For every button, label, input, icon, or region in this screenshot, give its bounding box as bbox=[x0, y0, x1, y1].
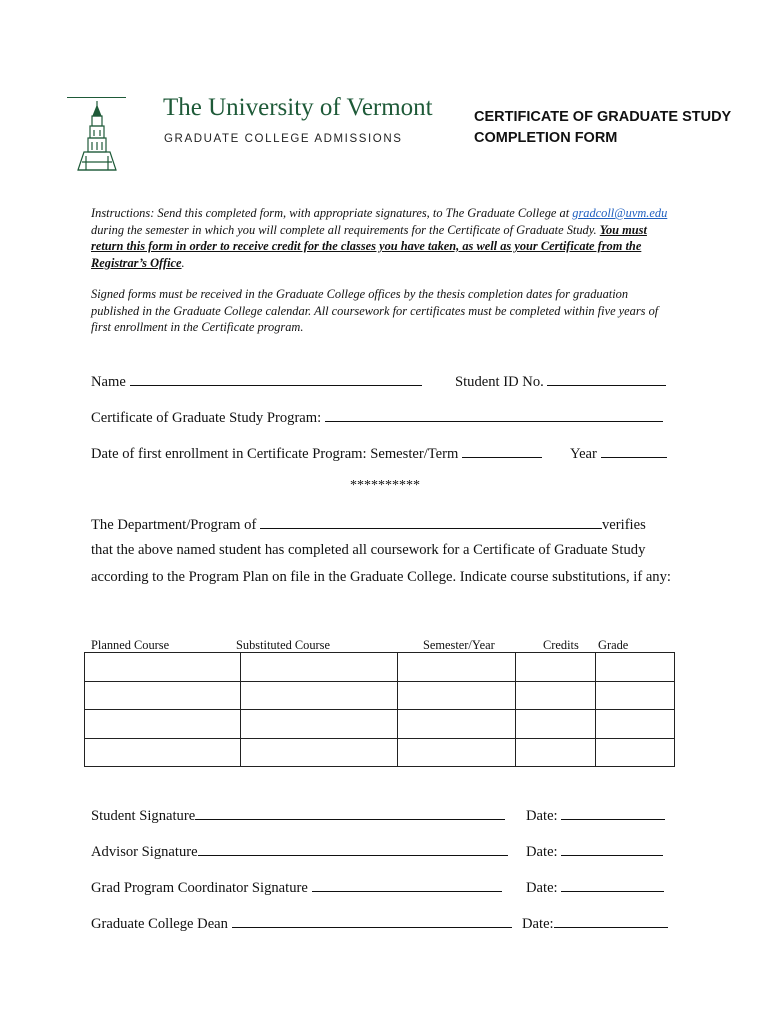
verification-body: that the above named student has completed all coursework for a Certificate of Graduate Study according to the Program Plan on file in the Graduate College. Indicate course substitutions, if any: bbox=[91, 542, 671, 585]
department-row bbox=[91, 514, 646, 534]
email-link[interactable]: gradcoll@uvm.edu bbox=[572, 206, 668, 220]
student-id-row bbox=[455, 371, 666, 391]
department-input[interactable] bbox=[260, 514, 602, 529]
header-planned-course: Planned Course bbox=[91, 638, 170, 652]
program-input[interactable] bbox=[325, 407, 663, 422]
substituted-course-cell[interactable] bbox=[241, 710, 398, 739]
grade-cell[interactable] bbox=[596, 710, 675, 739]
advisor-signature-row bbox=[91, 841, 508, 861]
semester-term-input[interactable] bbox=[462, 443, 542, 458]
advisor-date-input[interactable] bbox=[561, 841, 663, 856]
header-substituted-course: Substituted Course bbox=[236, 638, 330, 652]
department-suffix: verifies bbox=[602, 517, 646, 533]
advisor-date-label: Date: bbox=[526, 844, 558, 860]
course-table bbox=[84, 652, 675, 767]
coordinator-date-label: Date: bbox=[526, 880, 558, 896]
table-row bbox=[85, 710, 675, 739]
credits-cell[interactable] bbox=[516, 681, 596, 710]
student-signature-input[interactable] bbox=[195, 805, 505, 820]
substituted-course-cell[interactable] bbox=[241, 738, 398, 767]
deadline-note: Signed forms must be received in the Graduate College offices by the thesis completion dates for graduation published in the Graduate College calendar. All coursework for certificates must be completed within five years of first enrollment in the Certificate program. bbox=[91, 287, 659, 334]
advisor-signature-input[interactable] bbox=[198, 841, 508, 856]
header-grade: Grade bbox=[598, 638, 629, 652]
header-credits: Credits bbox=[543, 638, 579, 652]
uvm-tower-logo-icon bbox=[76, 100, 118, 172]
logo-rule bbox=[67, 97, 126, 98]
credits-cell[interactable] bbox=[516, 738, 596, 767]
dean-date-input[interactable] bbox=[554, 913, 668, 928]
header-semester-year: Semester/Year bbox=[423, 638, 495, 652]
dean-signature-label: Graduate College Dean bbox=[91, 916, 228, 932]
unit-name: GRADUATE COLLEGE ADMISSIONS bbox=[164, 133, 403, 145]
student-date-row bbox=[526, 805, 665, 825]
dean-date-label: Date: bbox=[522, 916, 554, 932]
student-date-label: Date: bbox=[526, 808, 558, 824]
enrollment-label: Date of first enrollment in Certificate Program: Semester/Term bbox=[91, 446, 459, 462]
dean-signature-row bbox=[91, 913, 512, 933]
student-signature-row bbox=[91, 805, 505, 825]
planned-course-cell[interactable] bbox=[85, 653, 241, 682]
year-input[interactable] bbox=[601, 443, 667, 458]
department-prefix: The Department/Program of bbox=[91, 517, 257, 533]
separator: ********** bbox=[350, 478, 420, 493]
name-input[interactable] bbox=[130, 371, 422, 386]
grade-cell[interactable] bbox=[596, 738, 675, 767]
instructions-middle: during the semester in which you will complete all requirements for the Certificate of Graduate Study. bbox=[91, 222, 600, 237]
semester-year-cell[interactable] bbox=[398, 681, 516, 710]
planned-course-cell[interactable] bbox=[85, 681, 241, 710]
student-id-label: Student ID No. bbox=[455, 374, 544, 390]
student-date-input[interactable] bbox=[561, 805, 665, 820]
semester-year-cell[interactable] bbox=[398, 710, 516, 739]
instructions bbox=[91, 205, 679, 271]
instructions-end: . bbox=[181, 255, 185, 270]
enrollment-row bbox=[91, 443, 542, 463]
advisor-signature-label: Advisor Signature bbox=[91, 844, 198, 860]
form-title bbox=[474, 107, 731, 149]
coordinator-signature-input[interactable] bbox=[312, 877, 502, 892]
dean-date-row bbox=[522, 913, 668, 933]
year-row bbox=[570, 443, 667, 463]
instructions-lead: Instructions: Send this completed form, with appropriate signatures, to The Graduate College at bbox=[91, 206, 573, 220]
instructions-emphasis: You must return this form in order to receive credit for the classes you have taken, as well as your Certificate from the Registrar’s Office bbox=[91, 222, 647, 270]
coordinator-signature-label: Grad Program Coordinator Signature bbox=[91, 880, 308, 896]
coordinator-date-row bbox=[526, 877, 664, 897]
table-row bbox=[85, 653, 675, 682]
name-label: Name bbox=[91, 374, 126, 390]
credits-cell[interactable] bbox=[516, 653, 596, 682]
university-name: The University of Vermont bbox=[163, 94, 433, 121]
student-signature-label: Student Signature bbox=[91, 808, 196, 824]
coordinator-date-input[interactable] bbox=[561, 877, 664, 892]
semester-year-cell[interactable] bbox=[398, 653, 516, 682]
table-row bbox=[85, 738, 675, 767]
form-title-line2: COMPLETION FORM bbox=[474, 130, 618, 146]
table-row bbox=[85, 681, 675, 710]
grade-cell[interactable] bbox=[596, 681, 675, 710]
dean-signature-input[interactable] bbox=[232, 913, 512, 928]
substituted-course-cell[interactable] bbox=[241, 681, 398, 710]
name-field-row bbox=[91, 371, 422, 391]
year-label: Year bbox=[570, 446, 597, 462]
form-title-line1: CERTIFICATE OF GRADUATE STUDY bbox=[474, 109, 732, 125]
grade-cell[interactable] bbox=[596, 653, 675, 682]
coordinator-signature-row bbox=[91, 877, 502, 897]
planned-course-cell[interactable] bbox=[85, 710, 241, 739]
semester-year-cell[interactable] bbox=[398, 738, 516, 767]
student-id-input[interactable] bbox=[547, 371, 666, 386]
program-label: Certificate of Graduate Study Program: bbox=[91, 410, 322, 426]
substituted-course-cell[interactable] bbox=[241, 653, 398, 682]
planned-course-cell[interactable] bbox=[85, 738, 241, 767]
credits-cell[interactable] bbox=[516, 710, 596, 739]
advisor-date-row bbox=[526, 841, 663, 861]
program-row bbox=[91, 407, 663, 427]
